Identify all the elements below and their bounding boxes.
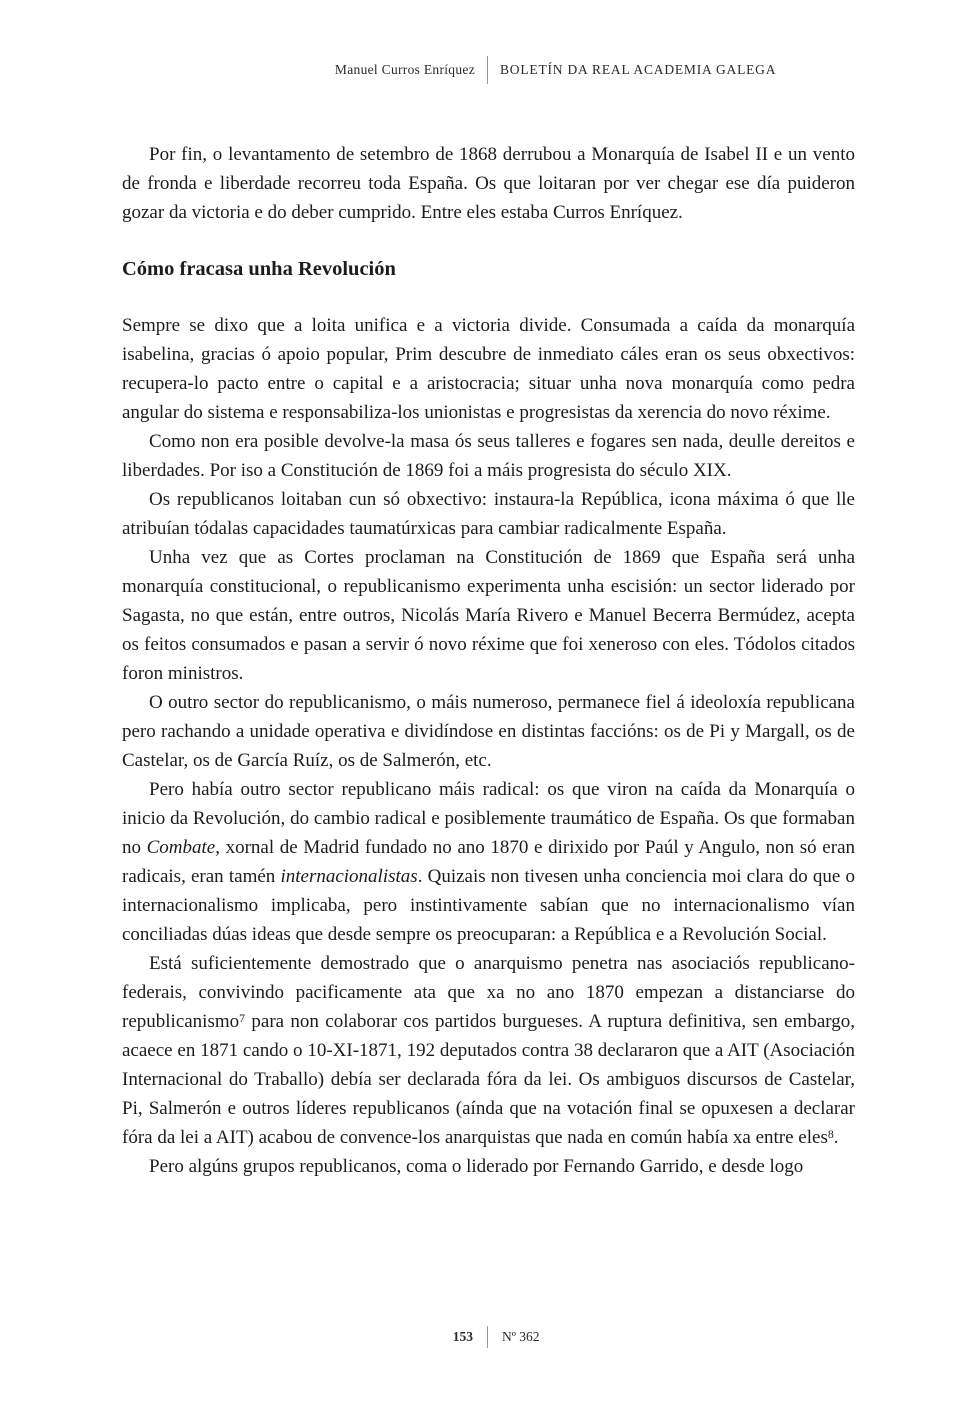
page-header — [0, 56, 975, 84]
author-name: Manuel Curros Enríquez — [334, 62, 475, 77]
paragraph: Pero algúns grupos republicanos, coma o liderado por Fernando Garrido, e desde logo — [149, 1156, 804, 1177]
paragraph: Está suficientemente demostrado que o anarquismo penetra nas asociaciós republicano-federais, convivindo pacificamente ata que xa no ano 1870 empezan a distanciarse do republicanismo$^7$ para non colaborar cos partidos burgueses. A ruptura definitiva, sen embargo, acaece en 1871 cando o 10-XI-1871, 192 deputados contra 38 declararon que a AIT (Asociación Internacional do Traballo) debía ser declarada fóra da lei. Os ambiguos discursos de Castelar, Pi, Salmerón e outros líderes republicanos (aínda que na votación final se opuxesen a declarar fóra da lei a AIT) acabou de convence-los anarquistas que nada en común había xa entre eles$^8$. — [122, 953, 855, 1148]
footer-divider — [487, 1326, 488, 1348]
paragraph: O outro sector do republicanismo, o máis numeroso, permanece fiel á ideoloxía republicana pero rachando a unidade operativa e dividíndose en distintas faccións: os de Pi y Margall, os de Castelar, os de García Ruíz, os de Salmerón, etc. — [122, 692, 855, 771]
page-body — [122, 140, 855, 1181]
paragraph: Os republicanos loitaban cun só obxectivo: instaura-la República, icona máxima ó que lle atribuían tódalas capacidades taumatúrxicas para cambiar radicalmente España. — [122, 489, 855, 539]
page-number: 153 — [452, 1329, 473, 1344]
paragraph: Pero había outro sector republicano máis radical: os que viron na caída da Monarquía o inicio da Revolución, do cambio radical e posiblemente traumático de España. Os que formaban no Combate, xornal de Madrid fundado no ano 1870 e dirixido por Paúl y Angulo, non só eran radicais, eran tamén internacionalistas. Quizais non tivesen unha conciencia moi clara do que o internacionalismo implicaba, pero instintivamente sabían que no internacionalismo vían conciliadas dúas ideas que desde sempre os preocuparan: a República e a Revolución Social. — [122, 779, 856, 945]
journal-title: BOLETÍN DA REAL ACADEMIA GALEGA — [500, 62, 777, 77]
paragraph: Sempre se dixo que a loita unifica e a victoria divide. Consumada a caída da monarquía isabelina, gracias ó apoio popular, Prim descubre de inmediato cáles eran os seus obxectivos: recupera-lo pacto entre o capital e a aristocracia; situar unha nova monarquía como pedra angular do sistema e responsabiliza-los unionistas e progresistas da xerencia do novo réxime. — [122, 315, 855, 423]
paragraph: Por fin, o levantamento de setembro de 1868 derrubou a Monarquía de Isabel II e un vento de fronda e liberdade recorreu toda España. Os que loitaran por ver chegar ese día puideron gozar da victoria e do deber cumprido. Entre eles estaba Curros Enríquez. — [122, 144, 855, 223]
paragraph: Como non era posible devolve-la masa ós seus talleres e fogares sen nada, deulle dereitos e liberdades. Por iso a Constitución de 1869 foi a máis progresista do século XIX. — [122, 431, 855, 481]
header-divider — [487, 56, 488, 84]
page-footer — [0, 1326, 975, 1348]
section-heading: Cómo fracasa unha Revolución — [122, 258, 396, 280]
paragraph: Unha vez que as Cortes proclaman na Constitución de 1869 que España será unha monarquía constitucional, o republicanismo experimenta unha escisión: un sector liderado por Sagasta, no que están, entre outros, Nicolás María Rivero e Manuel Becerra Bermúdez, acepta os feitos consumados e pasan a servir ó novo réxime que foi xeneroso con eles. Tódolos citados foron ministros. — [122, 547, 855, 684]
issue-number: Nº 362 — [502, 1329, 540, 1344]
